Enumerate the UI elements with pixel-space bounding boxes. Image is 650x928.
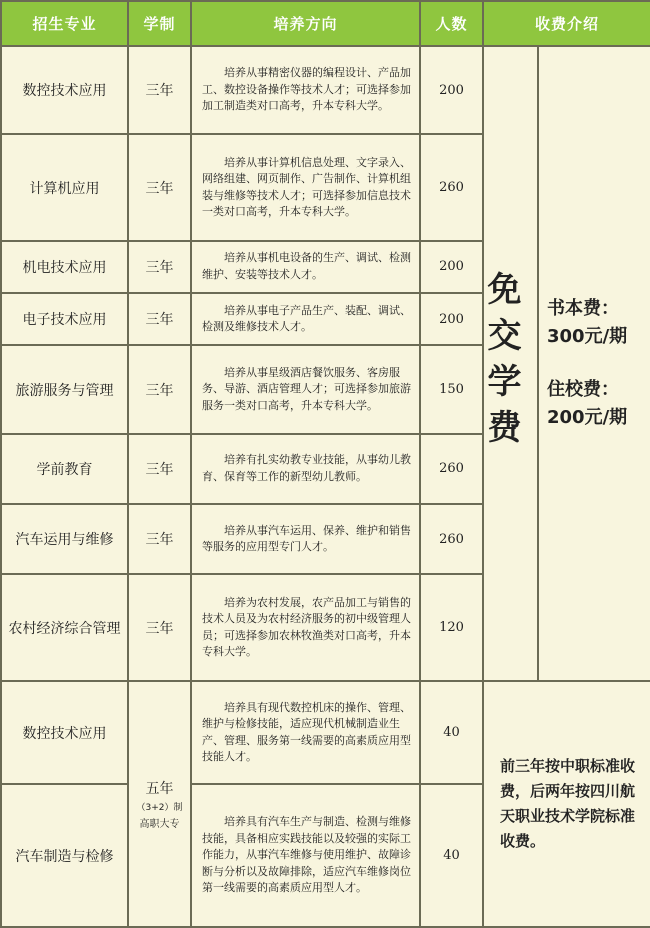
major-cell: 数控技术应用	[1, 46, 128, 134]
direction-cell	[191, 134, 420, 240]
direction-text: 培养为农村发展，农产品加工与销售的技术人员及为农村经济服务的初中级管理人员；可选择参加农林牧渔类对口高考，升本专科大学。	[202, 595, 411, 659]
direction-text: 培养从事机电设备的生产、调试、检测维护、安装等技术人才。	[202, 251, 411, 281]
major-cell: 电子技术应用	[1, 293, 128, 345]
five-year-sub: （3+2）制	[136, 802, 183, 813]
dorm-fee-value: 200元/期	[547, 407, 628, 429]
five-year-sub2: 高职大专	[139, 818, 180, 830]
header-fees: 收费介绍	[483, 1, 650, 46]
direction-text: 培养从事计算机信息处理、文字录入、网络组建、网页制作、广告制作、计算机组装与维修等技术人才；可选择参加信息技术一类对口高考，升本专科大学。	[202, 155, 411, 219]
years-cell: 三年	[128, 504, 191, 574]
direction-cell	[191, 681, 420, 784]
count-cell: 40	[420, 784, 483, 927]
direction-text: 培养从事电子产品生产、装配、调试、检测及维修技术人才。	[202, 303, 411, 334]
count-cell: 200	[420, 46, 483, 134]
count-cell: 150	[420, 345, 483, 433]
count-cell: 260	[420, 434, 483, 504]
direction-text: 培养从事汽车运用、保养、维护和销售等服务的应用型专门人才。	[202, 523, 411, 554]
direction-cell	[191, 345, 420, 433]
fee-spacer	[547, 350, 650, 376]
years-cell: 三年	[128, 345, 191, 433]
years-cell: 三年	[128, 241, 191, 293]
count-cell: 120	[420, 574, 483, 680]
header-years: 学制	[128, 1, 191, 46]
direction-text: 培养从事精密仪器的编程设计、产品加工、数控设备操作等技术人才；可选择参加加工制造类对口高考，升本专科大学。	[202, 66, 411, 113]
direction-cell	[191, 46, 420, 134]
direction-cell	[191, 434, 420, 504]
five-year-cell	[128, 681, 191, 927]
book-fee-value: 300元/期	[547, 325, 628, 347]
major-cell: 汽车制造与检修	[1, 784, 128, 927]
years-cell: 三年	[128, 434, 191, 504]
direction-cell	[191, 241, 420, 293]
header-major: 招生专业	[1, 1, 128, 46]
dorm-fee-label: 住校费：	[547, 379, 619, 401]
direction-text: 培养有扎实幼教专业技能，从事幼儿教育、保育等工作的新型幼儿教师。	[202, 453, 411, 483]
fees-cell	[538, 46, 650, 681]
header-row	[1, 1, 650, 46]
direction-cell	[191, 293, 420, 345]
major-cell: 旅游服务与管理	[1, 345, 128, 433]
major-cell: 汽车运用与维修	[1, 504, 128, 574]
book-fee-label: 书本费：	[547, 297, 619, 319]
direction-text: 培养具有现代数控机床的操作、管理、维护与检修技能，适应现代机械制造业生产、管理、服务第一线需要的高素质应用型技能人才。	[202, 700, 411, 764]
direction-cell	[191, 574, 420, 680]
five-year-main: 五年	[145, 780, 174, 797]
count-cell: 40	[420, 681, 483, 784]
years-cell: 三年	[128, 46, 191, 134]
years-cell: 三年	[128, 134, 191, 240]
direction-text: 培养具有汽车生产与制造、检测与维修技能，具备相应实践技能以及较强的实际工作能力，从事汽车维修与使用维护、故障诊断与分析以及故障排除，适应汽车维修岗位第一线需要的高素质应用型人才。	[202, 815, 411, 895]
count-cell: 200	[420, 241, 483, 293]
free-tuition-cell	[483, 46, 538, 681]
header-direction: 培养方向	[191, 1, 420, 46]
count-cell: 260	[420, 504, 483, 574]
count-cell: 260	[420, 134, 483, 240]
major-cell: 计算机应用	[1, 134, 128, 240]
major-cell: 机电技术应用	[1, 241, 128, 293]
count-cell: 200	[420, 293, 483, 345]
table-row	[1, 681, 650, 784]
major-cell: 农村经济综合管理	[1, 574, 128, 680]
years-cell: 三年	[128, 293, 191, 345]
table-row	[1, 46, 650, 134]
direction-cell	[191, 784, 420, 927]
years-cell: 三年	[128, 574, 191, 680]
major-cell: 学前教育	[1, 434, 128, 504]
header-count: 人数	[420, 1, 483, 46]
direction-text: 培养从事星级酒店餐饮服务、客房服务、导游、酒店管理人才；可选择参加旅游服务一类对口高考，升本专科大学。	[202, 365, 411, 412]
five-year-fee-note: 前三年按中职标准收费，后两年按四川航天职业技术学院标准收费。	[483, 681, 650, 927]
free-tuition-text: 免交学费	[481, 271, 521, 456]
major-cell: 数控技术应用	[1, 681, 128, 784]
direction-cell	[191, 504, 420, 574]
